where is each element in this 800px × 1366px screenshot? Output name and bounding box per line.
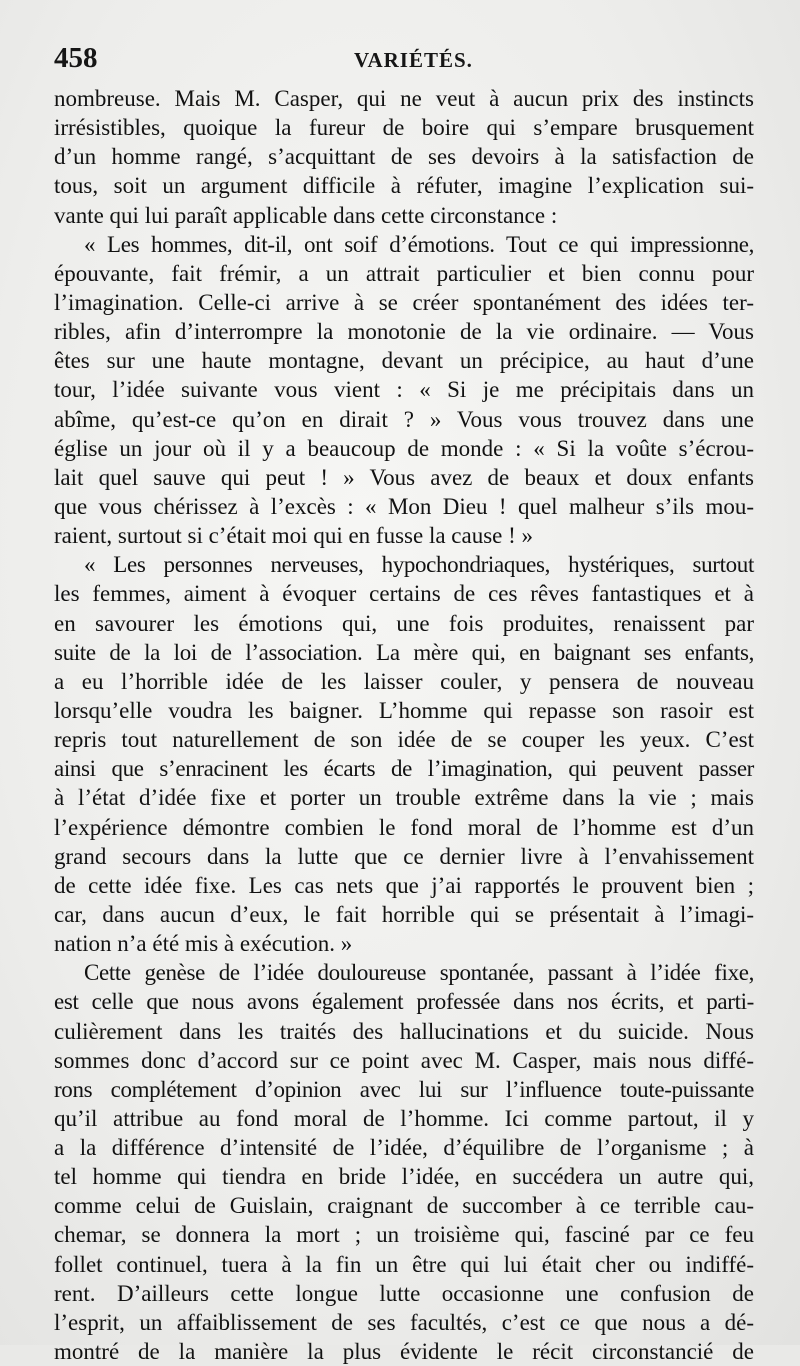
- text-line: l’esprit, un affaiblissement de ses facultés, c’est ce que nous a dé-: [54, 1309, 754, 1335]
- text-line: vante qui lui paraît applicable dans cette circonstance :: [54, 202, 558, 228]
- text-line: êtes sur une haute montagne, devant un précipice, au haut d’une: [54, 348, 754, 374]
- text-line: nombreuse. Mais M. Casper, qui ne veut à aucun prix des instincts: [54, 86, 754, 111]
- text-line: nation n’a été mis à exécution. »: [54, 931, 353, 957]
- text-line: à l’état d’idée fixe et porter un trouble extrême dans la vie ; mais: [54, 785, 754, 811]
- body-text: [54, 84, 754, 1366]
- page-number: 458: [54, 42, 98, 74]
- text-line: les femmes, aiment à évoquer certains de ces rêves fantastiques et à: [54, 581, 754, 607]
- text-line: que vous chérissez à l’excès : « Mon Dieu ! quel malheur s’ils mou-: [54, 493, 754, 519]
- text-line: d’un homme rangé, s’acquittant de ses devoirs à la satisfaction de: [54, 144, 754, 170]
- text-line: lorsqu’elle voudra les baigner. L’homme qui repasse son rasoir est: [54, 697, 754, 723]
- text-line: culièrement dans les traités des hallucinations et du suicide. Nous: [54, 1018, 754, 1044]
- text-line: comme celui de Guislain, craignant de succomber à ce terrible cau-: [54, 1193, 754, 1219]
- text-line: a eu l’horrible idée de les laisser couler, y pensera de nouveau: [54, 668, 754, 694]
- text-line: repris tout naturellement de son idée de se couper les yeux. C’est: [54, 727, 754, 753]
- text-line: follet continuel, tuera à la fin un être qui lui était cher ou indiffé-: [54, 1251, 754, 1277]
- text-line: Cette genèse de l’idée douloureuse spontanée, passant à l’idée fixe,: [84, 960, 754, 986]
- text-line: irrésistibles, quoique la fureur de boire qui s’empare brusquement: [54, 115, 754, 141]
- text-line: tel homme qui tiendra en bride l’idée, en succédera un autre qui,: [54, 1164, 754, 1190]
- text-line: abîme, qu’est-ce qu’on en dirait ? » Vous vous trouvez dans une: [54, 406, 754, 432]
- text-line: rons complétement d’opinion avec lui sur l’influence toute-puissante: [54, 1076, 754, 1102]
- text-line: l’imagination. Celle-ci arrive à se créer spontanément des idées ter-: [54, 289, 754, 315]
- text-line: sommes donc d’accord sur ce point avec M. Casper, mais nous diffé-: [54, 1047, 754, 1073]
- text-line: tous, soit un argument difficile à réfuter, imagine l’explication sui-: [54, 173, 754, 199]
- text-line: « Les personnes nerveuses, hypochondriaques, hystériques, surtout: [84, 552, 754, 578]
- text-line: suite de la loi de l’association. La mère qui, en baignant ses enfants,: [54, 639, 754, 665]
- text-line: « Les hommes, dit-il, ont soif d’émotions. Tout ce qui impressionne,: [84, 231, 754, 257]
- text-line: est celle que nous avons également professée dans nos écrits, et parti-: [54, 989, 754, 1015]
- text-line: épouvante, fait frémir, a un attrait particulier et bien connu pour: [54, 260, 754, 286]
- text-line: rent. D’ailleurs cette longue lutte occasionne une confusion de: [54, 1280, 754, 1306]
- text-line: a la différence d’intensité de l’idée, d’équilibre de l’organisme ; à: [54, 1135, 754, 1161]
- text-line: de cette idée fixe. Les cas nets que j’ai rapportés le prouvent bien ;: [54, 872, 754, 898]
- text-line: grand secours dans la lutte que ce dernier livre à l’envahissement: [54, 843, 754, 869]
- text-line: car, dans aucun d’eux, le fait horrible qui se présentait à l’imagi-: [54, 901, 754, 927]
- running-title: VARIÉTÉS.: [354, 48, 473, 72]
- text-line: raient, surtout si c’était moi qui en fusse la cause ! »: [54, 523, 534, 549]
- text-line: église un jour où il y a beaucoup de monde : « Si la voûte s’écrou-: [54, 435, 754, 461]
- text-line: qu’il attribue au fond moral de l’homme. Ici comme partout, il y: [54, 1105, 754, 1131]
- text-line: chemar, se donnera la mort ; un troisième qui, fasciné par ce feu: [54, 1222, 754, 1248]
- text-line: en savourer les émotions qui, une fois produites, renaissent par: [54, 610, 754, 636]
- text-line: tour, l’idée suivante vous vient : « Si je me précipitais dans un: [54, 377, 754, 403]
- text-line: lait quel sauve qui peut ! » Vous avez de beaux et doux enfants: [54, 464, 754, 490]
- text-line: ainsi que s’enracinent les écarts de l’imagination, qui peuvent passer: [54, 756, 754, 782]
- text-line: l’expérience démontre combien le fond moral de l’homme est d’un: [54, 814, 754, 840]
- page-header: [54, 42, 754, 78]
- text-line: ribles, afin d’interrompre la monotonie de la vie ordinaire. — Vous: [54, 319, 754, 345]
- text-line: montré de la manière la plus évidente le récit circonstancié de: [54, 1339, 754, 1365]
